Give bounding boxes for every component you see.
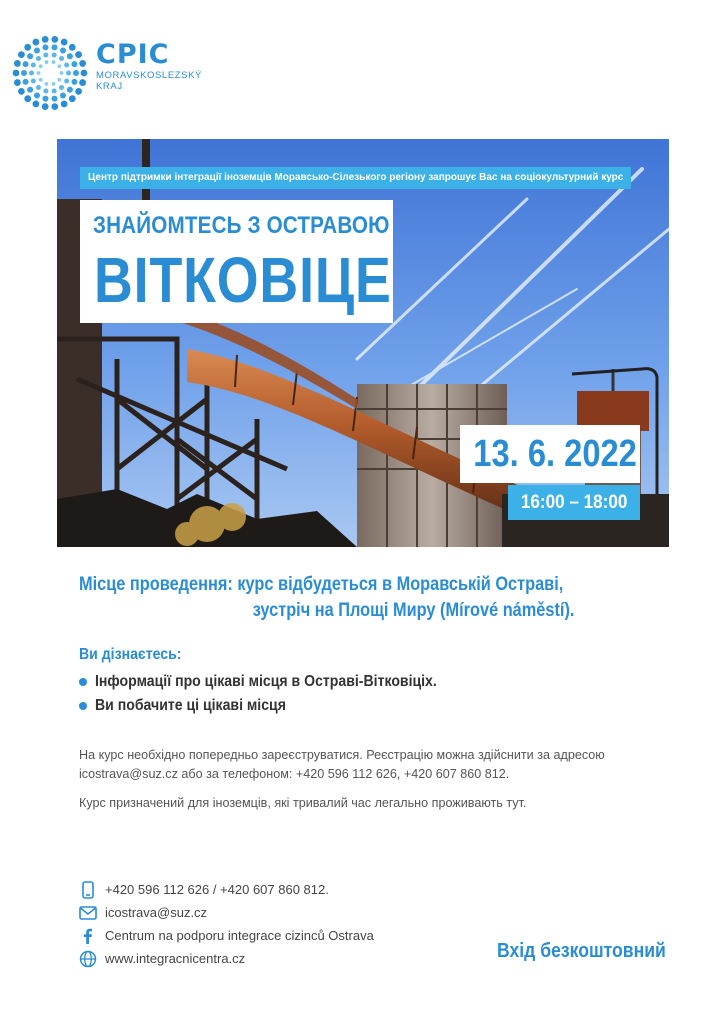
logo-dot: [69, 44, 76, 51]
logo-dot: [24, 95, 31, 102]
logo-dot: [51, 36, 58, 43]
logo-name: CPIC: [96, 39, 170, 70]
audience-paragraph: Курс призначений для іноземців, які тривалий час легально проживають тут.: [79, 796, 527, 810]
logo-dot: [52, 60, 56, 64]
logo-dot: [60, 47, 66, 53]
title-line1: ЗНАЙОМТЕСЬ З ОСТРАВОЮ: [93, 212, 390, 239]
logo-dot: [79, 60, 86, 67]
logo-dot: [21, 70, 27, 76]
logo-dot: [23, 61, 29, 67]
logo-dot: [18, 88, 25, 95]
logo-dot: [14, 60, 21, 67]
title-line2: ВІТКОВІЦЕ: [94, 244, 392, 316]
logo-dot: [59, 56, 64, 61]
logo-dot: [60, 71, 64, 75]
contact-phone-text: +420 596 112 626 / +420 607 860 812.: [105, 882, 329, 897]
title-box: [80, 200, 393, 323]
free-entry: Вхід безкоштовний: [497, 940, 666, 962]
logo-dot: [36, 56, 41, 61]
learn-heading: Ви дізнаєтесь:: [79, 646, 182, 663]
venue-text: [79, 572, 574, 624]
logo-dot: [52, 96, 58, 102]
logo-dot: [39, 78, 43, 82]
logo-dot: [75, 51, 82, 58]
logo-dot: [34, 47, 40, 53]
logo-dot: [61, 39, 68, 46]
logo-dot: [67, 53, 73, 59]
venue-line2: зустріч на Площі Миру (Mírové náměstí).: [252, 600, 575, 621]
logo-dot: [81, 70, 88, 77]
venue-line1: Місце проведення: курс відбудеться в Моравській Остраві,: [79, 574, 564, 595]
hero-tagline: Центр підтримки інтеграції іноземців Моравсько-Сілезького регіону запрошує Вас на соціокультурний курс: [80, 167, 631, 189]
logo-dot: [52, 89, 57, 94]
logo-dot: [43, 52, 48, 57]
logo-dot: [71, 61, 77, 67]
event-time: [508, 485, 640, 520]
list-item-text: Ви побачите ці цікаві місця: [95, 697, 286, 714]
logo-dot: [27, 53, 33, 59]
logo-dot: [14, 79, 21, 86]
logo-dot: [51, 103, 58, 110]
logo-dot: [67, 87, 73, 93]
logo-text: [96, 40, 202, 92]
logo-subtitle-line1: MORAVSKOSLEZSKÝ: [96, 70, 202, 81]
facebook-icon: [79, 927, 97, 945]
logo-dot: [64, 62, 69, 67]
logo-dot: [45, 82, 49, 86]
event-date: [460, 425, 640, 483]
logo-dot: [42, 96, 48, 102]
contact-email-link[interactable]: icostrava@suz.cz: [105, 905, 208, 920]
logo-dot: [42, 44, 48, 50]
phone-icon: [79, 881, 97, 899]
logo-dot: [29, 71, 34, 76]
logo-dot: [39, 64, 43, 68]
logo-dot: [23, 79, 29, 85]
logo-dot: [61, 101, 68, 108]
logo-dot: [42, 36, 49, 43]
logo-dot: [59, 85, 64, 90]
logo-dot: [52, 44, 58, 50]
list-item-text: Інформації про цікаві місця в Остраві-Вітковіціх.: [95, 673, 437, 690]
logo-dot: [71, 79, 77, 85]
globe-icon: [79, 950, 97, 968]
logo-dot: [34, 93, 40, 99]
event-time-text: 16:00 – 18:00: [520, 492, 628, 513]
logo-dot: [79, 79, 86, 86]
logo-dot: [37, 71, 41, 75]
logo-dot: [36, 85, 41, 90]
logo-dot: [32, 39, 39, 46]
bullet-dot-icon: [79, 678, 87, 686]
logo-dot: [43, 89, 48, 94]
cpic-logo-icon: [10, 33, 90, 113]
logo-dot: [66, 71, 71, 76]
logo-dot: [27, 87, 33, 93]
logo-dot: [32, 101, 39, 108]
bullet-dot-icon: [79, 702, 87, 710]
logo-dot: [69, 95, 76, 102]
logo-dot: [52, 82, 56, 86]
info-text: [79, 746, 669, 823]
logo-dot: [31, 79, 36, 84]
list-item: [79, 694, 483, 718]
contact-web-link[interactable]: www.integracnicentra.cz: [105, 951, 246, 966]
logo-dot: [45, 60, 49, 64]
contact-facebook-link[interactable]: Centrum na podporu integrace cizinců Ostrava: [105, 928, 374, 943]
list-item: [79, 670, 483, 694]
logo-dot: [42, 103, 49, 110]
logo-subtitle-line2: KRAJ: [96, 81, 123, 92]
logo-dot: [31, 62, 36, 67]
event-date-text: 13. 6. 2022: [473, 433, 637, 475]
registration-paragraph: На курс необхідно попередньо зареєструватися. Реєстрацію можна здійснити за адресою icostrava@suz.cz або за телефоном: +420 596 112 626, +420 607 860 812.: [79, 748, 605, 781]
logo-dot: [18, 51, 25, 58]
logo-dot: [60, 93, 66, 99]
logo-dot: [52, 52, 57, 57]
learn-list: [79, 670, 483, 718]
logo-dot: [57, 64, 61, 68]
logo-dot: [75, 88, 82, 95]
logo-dot: [13, 70, 20, 77]
envelope-icon: [79, 904, 97, 922]
logo-dot: [73, 70, 79, 76]
logo-dot: [57, 78, 61, 82]
logo-dot: [64, 79, 69, 84]
logo-dot: [24, 44, 31, 51]
